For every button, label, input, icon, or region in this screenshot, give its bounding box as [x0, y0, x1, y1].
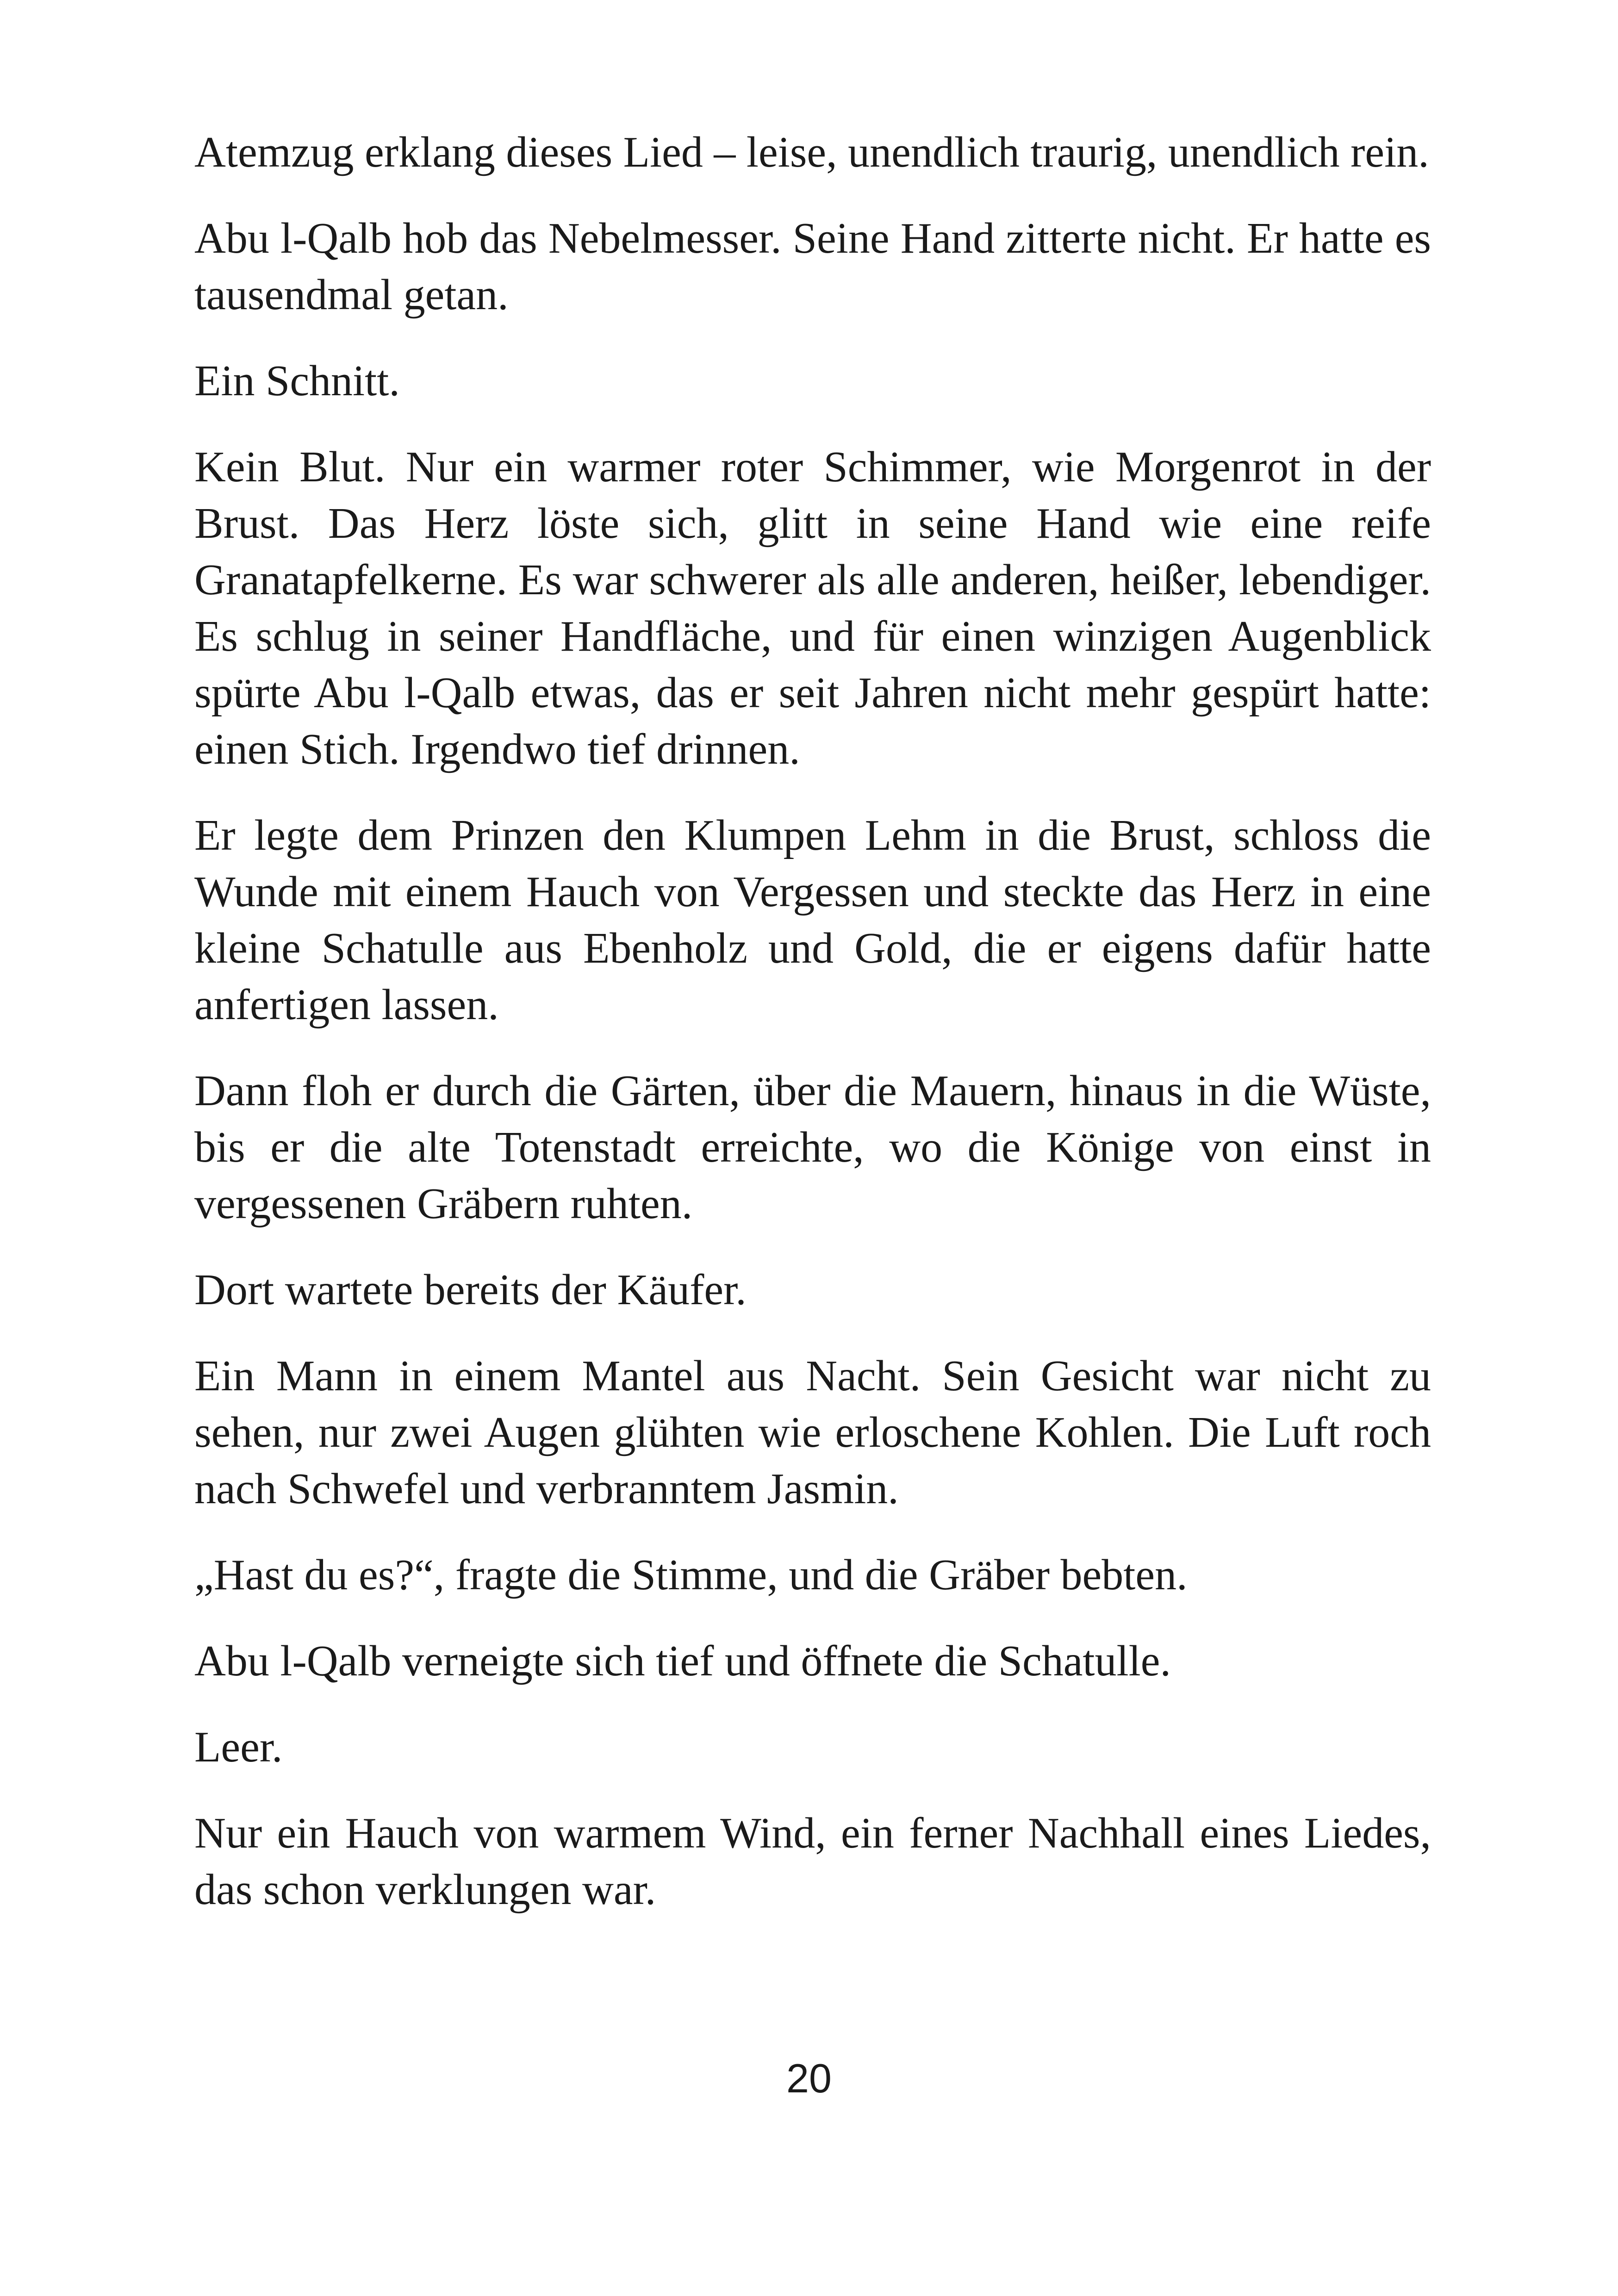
paragraph: Nur ein Hauch von warmem Wind, ein ferner Nachhall eines Liedes, das schon verklungen war.: [194, 1809, 1431, 1914]
body-text: [194, 124, 1431, 1948]
paragraph: „Hast du es?“, fragte die Stimme, und die Gräber bebten.: [194, 1551, 1188, 1599]
paragraph: Dort wartete bereits der Käufer.: [194, 1266, 747, 1314]
paragraph: Abu l-Qalb hob das Nebelmesser. Seine Hand zitterte nicht. Er hatte es tausendmal getan.: [194, 214, 1431, 319]
paragraph: Abu l-Qalb verneigte sich tief und öffnete die Schatulle.: [194, 1637, 1171, 1685]
paragraph: Dann floh er durch die Gärten, über die Mauern, hinaus in die Wüste, bis er die alte Totenstadt erreichte, wo die Könige von einst in vergessenen Gräbern ruhten.: [194, 1067, 1431, 1228]
paragraph: Kein Blut. Nur ein warmer roter Schimmer, wie Morgenrot in der Brust. Das Herz löste sich, glitt in seine Hand wie eine reife Granatapfelkerne. Es war schwerer als alle anderen, heißer, lebendiger. Es schlug in seiner Handfläche, und für einen winzigen Augenblick spürte Abu l-Qalb etwas, das er seit Jahren nicht mehr gespürt hatte: einen Stich. Irgendwo tief drinnen.: [194, 443, 1431, 773]
paragraph: Leer.: [194, 1723, 283, 1771]
paragraph: Er legte dem Prinzen den Klumpen Lehm in die Brust, schloss die Wunde mit einem Hauch von Vergessen und steckte das Herz in eine kleine Schatulle aus Ebenholz und Gold, die er eigens dafür hatte anfertigen lassen.: [194, 811, 1431, 1029]
page-number: 20: [786, 2055, 832, 2101]
paragraph: Atemzug erklang dieses Lied – leise, unendlich traurig, unendlich rein.: [194, 128, 1429, 176]
paragraph: Ein Schnitt.: [194, 357, 400, 405]
paragraph: Ein Mann in einem Mantel aus Nacht. Sein Gesicht war nicht zu sehen, nur zwei Augen glühten wie erloschene Kohlen. Die Luft roch nach Schwefel und verbranntem Jasmin.: [194, 1352, 1431, 1513]
